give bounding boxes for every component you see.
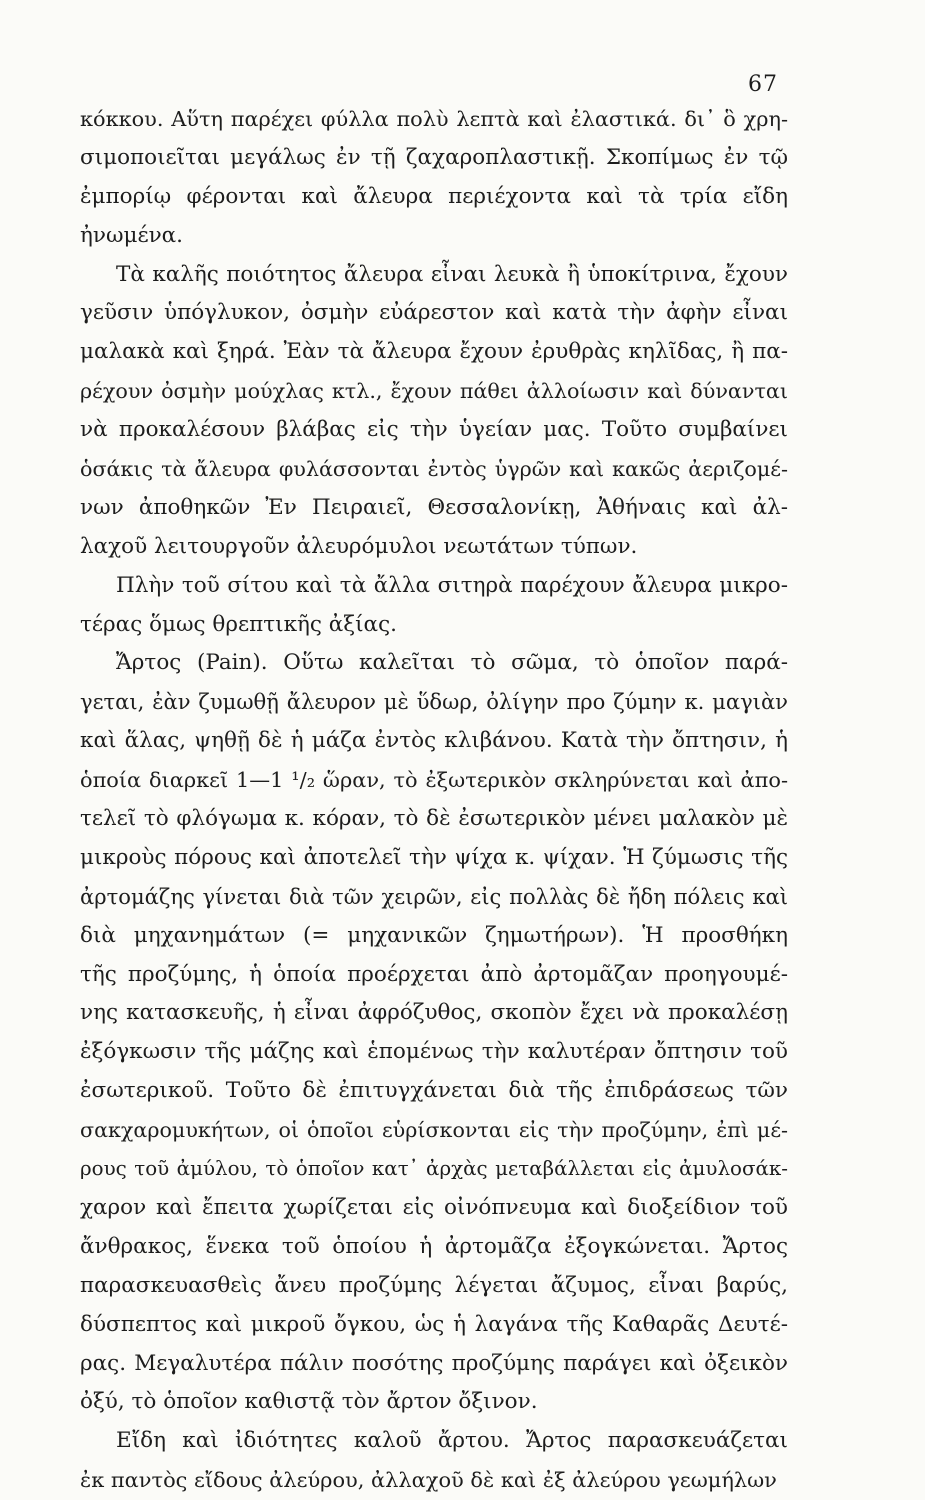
text-line: χαρον καὶ ἔπειτα χωρίζεται εἰς οἰνόπνευμα καὶ διοξείδιον τοῦ — [80, 1194, 788, 1220]
text-line: καὶ ἅλας, ψηθῇ δὲ ἡ μάζα ἐντὸς κλιβάνου. Κατὰ τὴν ὄπτησιν, ἡ — [80, 728, 788, 754]
text-line: νης κατασκευῆς, ἡ εἶναι ἀφρόζυθος, σκοπὸν ἔχει νὰ προκαλέσῃ — [80, 1000, 788, 1026]
text-line: σιμοποιεῖται μεγάλως ἐν τῇ ζαχαροπλαστικῇ. Σκοπίμως ἐν τῷ — [80, 144, 788, 170]
text-line: σακχαρομυκήτων, οἱ ὁποῖοι εὑρίσκονται εἰς τὴν προζύμην, ἐπὶ μέ- — [80, 1118, 788, 1143]
text-line: δύσπεπτος καὶ μικροῦ ὄγκου, ὡς ἡ λαγάνα τῆς Καθαρᾶς Δευτέ- — [80, 1311, 788, 1337]
text-line: ἀρτομάζης γίνεται διὰ τῶν χειρῶν, εἰς πολλὰς δὲ ἤδη πόλεις καὶ — [80, 883, 788, 909]
text-line: ἐκ παντὸς εἴδους ἀλεύρου, ἀλλαχοῦ δὲ καὶ ἐξ ἀλεύρου γεωμήλων — [80, 1468, 777, 1493]
text-line: ρας. Μεγαλυτέρα πάλιν ποσότης προζύμης παράγει καὶ ὀξεικὸν — [80, 1350, 788, 1376]
text-line: ὁσάκις τὰ ἄλευρα φυλάσσονται ἐντὸς ὑγρῶν καὶ κακῶς ἀεριζομέ- — [80, 457, 788, 482]
text-line: ἐμπορίῳ φέρονται καὶ ἄλευρα περιέχοντα καὶ τὰ τρία εἴδη — [80, 183, 788, 209]
text-line: γεται, ἐὰν ζυμωθῇ ἄλευρον μὲ ὕδωρ, ὀλίγην προ ζύμην κ. μαγιὰν — [80, 689, 788, 715]
text-line: διὰ μηχανημάτων (= μηχανικῶν ζημωτήρων). Ἡ προσθήκη — [80, 922, 788, 948]
text-line: παρασκευασθεὶς ἄνευ προζύμης λέγεται ἄζυμος, εἶναι βαρύς, — [80, 1272, 788, 1298]
text-line: νων ἀποθηκῶν Ἐν Πειραιεῖ, Θεσσαλονίκῃ, Ἀθήναις καὶ ἀλ- — [80, 494, 788, 520]
text-line: τῆς προζύμης, ἡ ὁποία προέρχεται ἀπὸ ἀρτομᾶζαν προηγουμέ- — [80, 961, 788, 987]
text-line: ἐσωτερικοῦ. Τοῦτο δὲ ἐπιτυγχάνεται διὰ τῆς ἐπιδράσεως τῶν — [80, 1078, 788, 1104]
text-line: ὁποία διαρκεῖ 1—1 ¹/₂ ὥραν, τὸ ἐξωτερικὸν σκληρύνεται καὶ ἀπο- — [80, 768, 788, 793]
text-line: Τὰ καλῆς ποιότητος ἄλευρα εἶναι λευκὰ ἢ ὑποκίτρινα, ἔχουν — [116, 261, 788, 287]
page-body-text — [80, 100, 788, 1500]
text-line: ὀξύ, τὸ ὁποῖον καθιστᾷ τὸν ἄρτον ὄξινον. — [80, 1389, 538, 1415]
text-line: γεῦσιν ὑπόγλυκον, ὀσμὴν εὐάρεστον καὶ κατὰ τὴν ἀφὴν εἶναι — [80, 300, 788, 326]
text-line: ρέχουν ὀσμὴν μούχλας κτλ., ἔχουν πάθει ἀλλοίωσιν καὶ δύνανται — [80, 379, 788, 404]
text-line: ρους τοῦ ἀμύλου, τὸ ὁποῖον κατ᾽ ἀρχὰς μεταβάλλεται εἰς ἀμυλοσάκ- — [80, 1157, 788, 1181]
text-line: Εἴδη καὶ ἰδιότητες καλοῦ ἄρτου. Ἄρτος παρασκευάζεται — [116, 1428, 788, 1454]
text-line: μαλακὰ καὶ ξηρά. Ἐὰν τὰ ἄλευρα ἔχουν ἐρυθρὰς κηλῖδας, ἢ πα- — [80, 339, 788, 365]
page-number: 67 — [748, 72, 778, 97]
text-line: λαχοῦ λειτουργοῦν ἀλευρόμυλοι νεωτάτων τύπων. — [80, 533, 638, 559]
text-line: Ἄρτος (Pain). Οὕτω καλεῖται τὸ σῶμα, τὸ ὁποῖον παρά- — [116, 650, 788, 676]
text-line: νὰ προκαλέσουν βλάβας εἰς τὴν ὑγείαν μας. Τοῦτο συμβαίνει — [80, 417, 788, 443]
text-line: κόκκου. Αὕτη παρέχει φύλλα πολὺ λεπτὰ καὶ ἐλαστικά. δι᾽ ὃ χρη- — [80, 107, 788, 131]
text-line: τέρας ὅμως θρεπτικῆς ἀξίας. — [80, 611, 397, 637]
text-line: ἐξόγκωσιν τῆς μάζης καὶ ἑπομένως τὴν καλυτέραν ὄπτησιν τοῦ — [80, 1039, 788, 1065]
text-line: τελεῖ τὸ φλόγωμα κ. κόραν, τὸ δὲ ἐσωτερικὸν μένει μαλακὸν μὲ — [80, 806, 788, 832]
text-line: Πλὴν τοῦ σίτου καὶ τὰ ἄλλα σιτηρὰ παρέχουν ἄλευρα μικρο- — [116, 572, 788, 598]
text-line: ἄνθρακος, ἕνεκα τοῦ ὁποίου ἡ ἀρτομᾶζα ἐξογκώνεται. Ἄρτος — [80, 1233, 788, 1259]
text-line: μικροὺς πόρους καὶ ἀποτελεῖ τὴν ψίχα κ. ψίχαν. Ἡ ζύμωσις τῆς — [80, 844, 788, 870]
text-line: ἠνωμένα. — [80, 222, 184, 248]
